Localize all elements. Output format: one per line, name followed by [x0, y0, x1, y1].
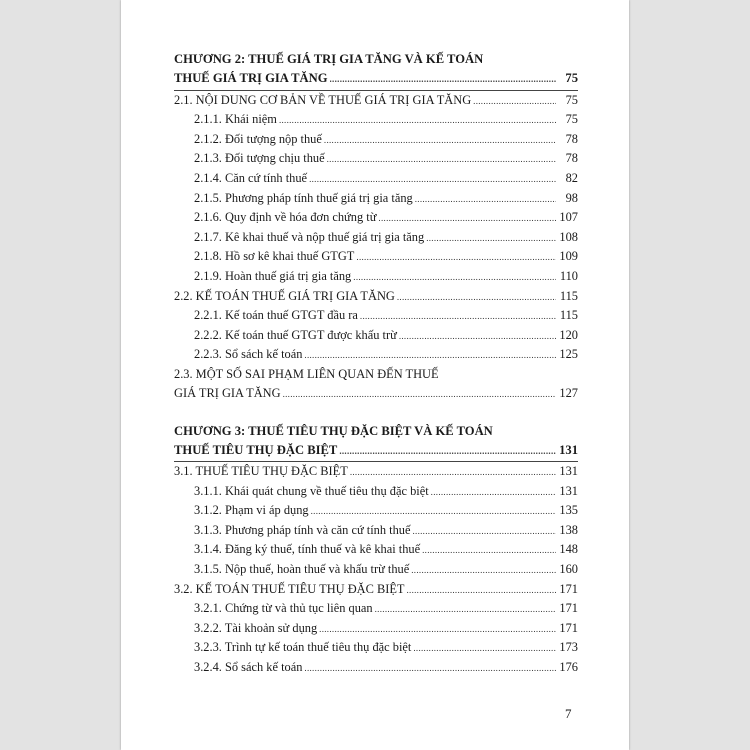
- toc-entry: [174, 91, 578, 111]
- toc-entry-page: 78: [565, 131, 578, 146]
- toc-entry: [174, 130, 578, 150]
- toc-entry-label: 3.1.1. Khái quát chung về thuế tiêu thụ đặc biệt: [194, 483, 429, 498]
- toc-entry-page: 171: [559, 581, 578, 596]
- leader-dots: [283, 385, 556, 405]
- toc-entry-label: 3.2.3. Trình tự kế toán thuế tiêu thụ đặc biệt: [194, 640, 412, 655]
- page-number: 7: [565, 706, 572, 721]
- toc-entry-page: 115: [559, 288, 578, 303]
- toc-entry-page: 110: [559, 268, 578, 283]
- leader-dots: [412, 522, 556, 542]
- section-2-3-title: GIÁ TRỊ GIA TĂNG: [174, 385, 281, 400]
- toc-entry-label: 2.1.5. Phương pháp tính thuế giá trị gia tăng: [194, 190, 413, 205]
- toc-entry: [174, 149, 578, 169]
- toc-entry: [174, 580, 578, 600]
- toc-entry: [174, 619, 578, 639]
- toc-entry: [174, 247, 578, 267]
- leader-dots: [415, 190, 556, 210]
- chapter-3-heading-line1: CHƯƠNG 3: THUẾ TIÊU THỤ ĐẶC BIỆT VÀ KẾ TOÁN: [174, 423, 493, 438]
- toc-entry-page: 82: [565, 170, 578, 185]
- leader-dots: [279, 111, 556, 131]
- toc-entry-label: 3.1.5. Nộp thuế, hoàn thuế và khấu trừ thuế: [194, 562, 410, 577]
- toc-entry: [174, 521, 578, 541]
- toc-entry-label: 2.2.3. Sổ sách kế toán: [194, 347, 303, 362]
- toc-entry-label: 2.2.1. Kế toán thuế GTGT đầu ra: [194, 308, 358, 323]
- chapter-2-heading-line2: [174, 69, 578, 89]
- toc-entry: [174, 208, 578, 228]
- leader-dots: [378, 209, 556, 229]
- leader-dots: [360, 307, 556, 327]
- leader-dots: [327, 150, 556, 170]
- toc-entry-label: 3.2.4. Sổ sách kế toán: [194, 660, 303, 675]
- chapter-2-heading-line1: CHƯƠNG 2: THUẾ GIÁ TRỊ GIA TĂNG VÀ KẾ TOÁN: [174, 52, 484, 66]
- leader-dots: [319, 620, 556, 640]
- toc-entry-page: 138: [559, 522, 578, 537]
- toc-entry-label: 3.2. KẾ TOÁN THUẾ TIÊU THỤ ĐẶC BIỆT: [174, 581, 405, 596]
- toc-entry-label: 2.1. NỘI DUNG CƠ BẢN VỀ THUẾ GIÁ TRỊ GIA TĂNG: [174, 92, 472, 107]
- section-2-3-page: 127: [559, 385, 578, 400]
- leader-dots: [330, 70, 557, 90]
- toc-entry-page: 115: [559, 308, 578, 323]
- leader-dots: [324, 131, 556, 151]
- toc-entry: [174, 228, 578, 248]
- leader-dots: [426, 229, 556, 249]
- toc-entry: [174, 560, 578, 580]
- toc-entry-page: 78: [565, 151, 578, 166]
- toc-entry-page: 107: [559, 210, 578, 225]
- toc-entry-page: 131: [559, 464, 578, 479]
- toc-entry: [174, 169, 578, 189]
- toc-entry-label: 2.1.7. Kê khai thuế và nộp thuế giá trị gia tăng: [194, 229, 425, 244]
- toc-entry: [174, 267, 578, 287]
- toc-entry-page: 125: [559, 347, 578, 362]
- leader-dots: [411, 561, 556, 581]
- toc-entry: [174, 638, 578, 658]
- toc-entry: [174, 501, 578, 521]
- toc-entry-page: 75: [565, 112, 578, 127]
- toc-entry-label: 3.1.2. Phạm vi áp dụng: [194, 503, 309, 518]
- leader-dots: [375, 600, 556, 620]
- leader-dots: [431, 483, 556, 503]
- chapter-3-heading-line2: [174, 441, 578, 461]
- toc-entry-label: 2.1.9. Hoàn thuế giá trị gia tăng: [194, 268, 352, 283]
- chapter-2-sections: [174, 91, 578, 365]
- toc-entry-page: 131: [559, 483, 578, 498]
- toc-entry-page: 171: [559, 620, 578, 635]
- toc-entry-page: 109: [559, 249, 578, 264]
- leader-dots: [356, 248, 556, 268]
- leader-dots: [304, 346, 556, 366]
- toc-entry-label: 2.1.3. Đối tượng chịu thuế: [194, 151, 325, 166]
- leader-dots: [399, 327, 556, 347]
- toc-entry-label: 3.1.4. Đăng ký thuế, tính thuế và kê khai thuế: [194, 542, 421, 557]
- toc-entry-label: 2.1.1. Khái niệm: [194, 112, 277, 127]
- toc-entry-label: 2.1.8. Hồ sơ kê khai thuế GTGT: [194, 249, 355, 264]
- toc-entry-label: 2.1.4. Căn cứ tính thuế: [194, 170, 308, 185]
- toc-entry-page: 160: [559, 562, 578, 577]
- toc-entry-label: 3.1. THUẾ TIÊU THỤ ĐẶC BIỆT: [174, 464, 348, 479]
- toc-entry-page: 98: [565, 190, 578, 205]
- toc-entry: [174, 287, 578, 307]
- toc-entry-label: 2.1.6. Quy định về hóa đơn chứng từ: [194, 210, 377, 225]
- toc-entry: [174, 110, 578, 130]
- leader-dots: [304, 659, 556, 679]
- leader-dots: [309, 170, 556, 190]
- toc-entry-page: 171: [559, 601, 578, 616]
- toc-entry-label: 3.2.1. Chứng từ và thủ tục liên quan: [194, 601, 373, 616]
- toc-entry: [174, 326, 578, 346]
- chapter-2-heading-title: THUẾ GIÁ TRỊ GIA TĂNG: [174, 71, 328, 85]
- toc-entry-label: 2.2.2. Kế toán thuế GTGT được khấu trừ: [194, 327, 397, 342]
- leader-dots: [353, 268, 556, 288]
- toc-entry-label: 2.1.2. Đối tượng nộp thuế: [194, 131, 322, 146]
- toc-entry: [174, 306, 578, 326]
- leader-dots: [473, 92, 556, 112]
- toc-entry-page: 120: [559, 327, 578, 342]
- leader-dots: [397, 288, 556, 308]
- toc-entry: [174, 462, 578, 482]
- table-of-contents: [174, 50, 578, 678]
- chapter-2-page: 75: [565, 71, 578, 85]
- toc-entry: [174, 189, 578, 209]
- chapter-3-sections: [174, 462, 578, 678]
- toc-entry-page: 173: [559, 640, 578, 655]
- chapter-gap: [174, 404, 578, 422]
- toc-entry: [174, 599, 578, 619]
- toc-entry: [174, 482, 578, 502]
- toc-entry-label: 2.2. KẾ TOÁN THUẾ GIÁ TRỊ GIA TĂNG: [174, 288, 395, 303]
- toc-entry-label: 3.1.3. Phương pháp tính và căn cứ tính thuế: [194, 522, 411, 537]
- toc-entry: [174, 345, 578, 365]
- leader-dots: [311, 502, 556, 522]
- toc-entry-page: 176: [559, 660, 578, 675]
- toc-entry: [174, 540, 578, 560]
- leader-dots: [350, 463, 556, 483]
- toc-entry-page: 135: [559, 503, 578, 518]
- chapter-3-heading-title: THUẾ TIÊU THỤ ĐẶC BIỆT: [174, 442, 338, 457]
- leader-dots: [413, 639, 556, 659]
- toc-entry: [174, 658, 578, 678]
- leader-dots: [406, 581, 556, 601]
- section-2-3-line1: 2.3. MỘT SỐ SAI PHẠM LIÊN QUAN ĐẾN THUẾ: [174, 366, 439, 381]
- leader-dots: [422, 541, 556, 561]
- leader-dots: [339, 442, 556, 462]
- toc-entry-page: 148: [559, 542, 578, 557]
- chapter-3-page: 131: [559, 442, 578, 457]
- toc-entry-page: 108: [559, 229, 578, 244]
- toc-entry-label: 3.2.2. Tài khoản sử dụng: [194, 620, 318, 635]
- toc-entry-page: 75: [565, 92, 578, 107]
- section-2-3-line2: [174, 384, 578, 404]
